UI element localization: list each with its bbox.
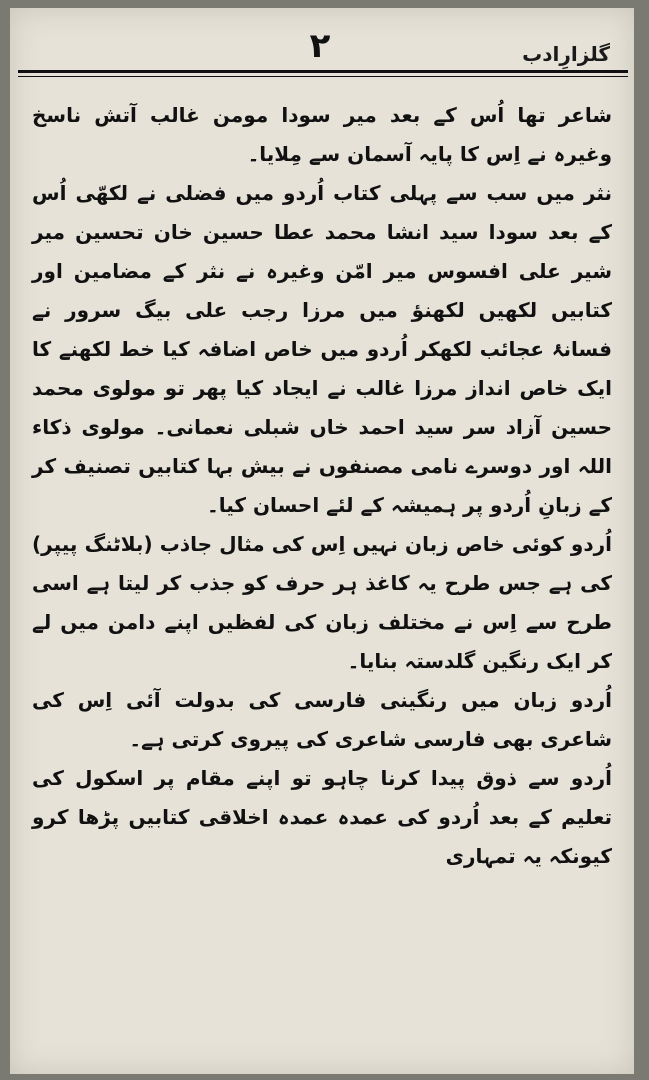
paragraph-4: اُردو زبان میں رنگینی فارسی کی بدولت آئی اِس کی شاعری بھی فارسی شاعری کی پیروی کرتی ہے۔ bbox=[32, 688, 612, 751]
header-rule-thick bbox=[18, 70, 628, 73]
page-header bbox=[10, 8, 634, 78]
paragraph-5: اُردو سے ذوق پیدا کرنا چاہو تو اپنے مقام پر اسکول کی تعلیم کے بعد اُردو کی عمدہ عمدہ اخلاقی کتابیں پڑھا کرو کیونکہ یہ تمہاری bbox=[32, 766, 612, 868]
header-rule-thin bbox=[18, 76, 628, 77]
book-title: گلزارِادب bbox=[522, 42, 610, 66]
paragraph-2: نثر میں سب سے پہلی کتاب اُردو میں فضلی نے لکھّی اُس کے بعد سودا سید انشا محمد عطا حسین خان تحسین میر شیر علی افسوس میر امّن وغیرہ نے نثر کے مضامین اور کتابیں لکھیں لکھنؤ میں مرزا رجب علی بیگ سرور نے فسانۂ عجائب لکھکر اُردو میں خاص اضافہ کیا خط لکھنے کا ایک خاص انداز مرزا غالب نے ایجاد کیا پھر تو مولوی محمد حسین آزاد سر سید احمد خاں شبلی نعمانی۔ مولوی ذکاء اللہ اور دوسرے نامی مصنفوں نے بیش بہا کتابیں تصنیف کر کے زبانِ اُردو پر ہمیشہ کے لئے احسان کیا۔ bbox=[32, 181, 612, 517]
body-text bbox=[32, 96, 612, 876]
paragraph-3: اُردو کوئی خاص زبان نہیں اِس کی مثال جاذب (بلاٹنگ پیپر) کی ہے جس طرح یہ کاغذ ہر حرف کو جذب کر لیتا ہے اسی طرح سے اِس نے مختلف زبان کی لفظیں اپنے دامن میں لے کر ایک رنگین گلدستہ بنایا۔ bbox=[32, 532, 612, 673]
book-page bbox=[10, 8, 634, 1074]
page-number: ۲ bbox=[309, 26, 331, 66]
paragraph-1: شاعر تھا اُس کے بعد میر سودا مومن غالب آتش ناسخ وغیرہ نے اِس کا پایہ آسمان سے مِلایا۔ bbox=[32, 103, 612, 166]
